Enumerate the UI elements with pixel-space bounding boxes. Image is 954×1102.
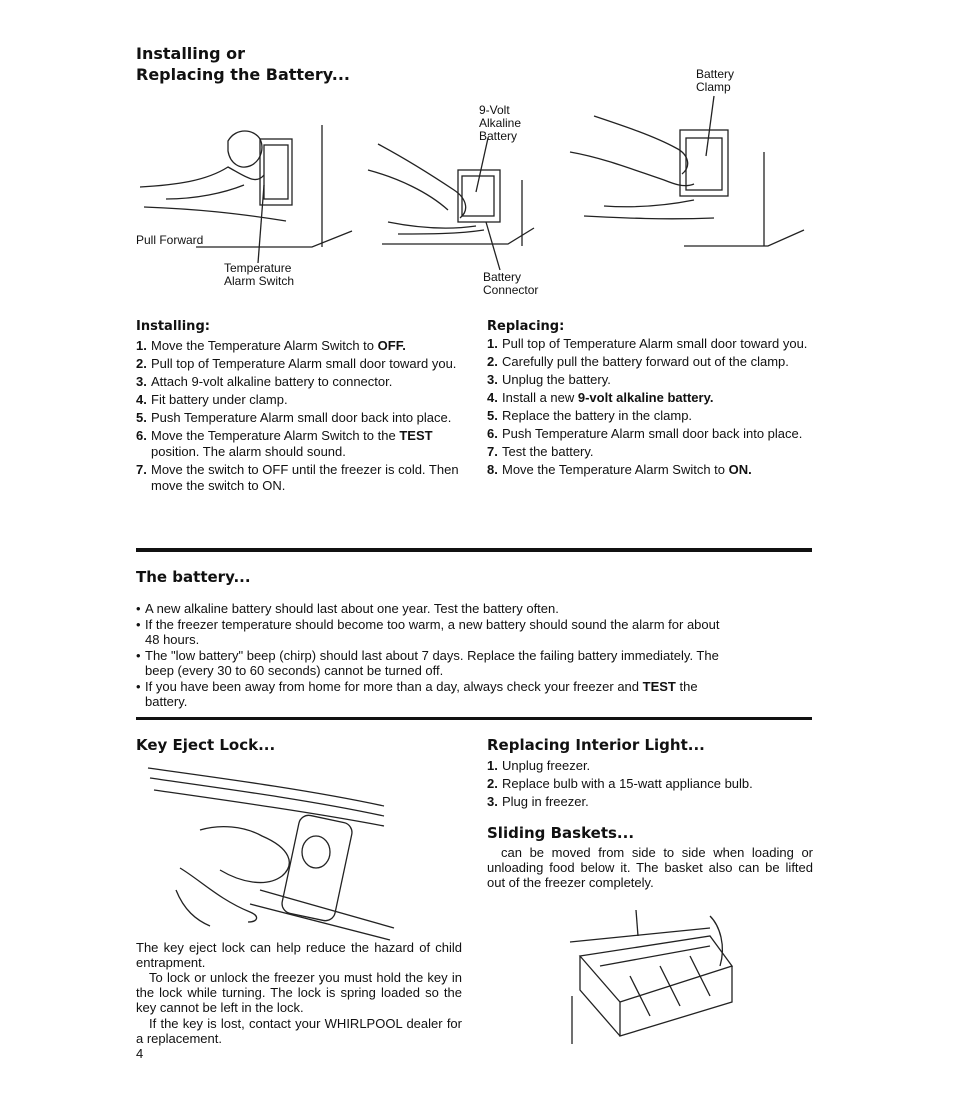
list-item [136, 679, 736, 710]
step-emphasis: OFF. [377, 338, 406, 353]
label-temperature-alarm-switch [224, 262, 294, 288]
heading-line-2: Replacing the Battery... [136, 65, 350, 84]
bullet-emphasis: TEST [642, 678, 676, 694]
step-text: Install a new [502, 390, 578, 405]
label-clamp-line-2: Clamp [696, 80, 731, 94]
label-battery-clamp [696, 68, 734, 94]
step-emphasis: ON. [728, 462, 752, 477]
key-eject-text-3: If the key is lost, contact your WHIRLPOOL dealer for a replacement. [136, 1016, 462, 1046]
list-item [136, 617, 736, 648]
list-item [487, 354, 815, 370]
list-item [136, 428, 462, 460]
list-item [487, 758, 817, 774]
list-item [487, 444, 815, 460]
label-connector-line-1: Battery [483, 270, 522, 284]
list-item [487, 776, 817, 792]
figure-attach-battery-illustration [358, 130, 538, 270]
list-item [136, 601, 736, 617]
bullet-text: If the freezer temperature should become too warm, a new battery should sound the alarm for about 48 hours. [145, 616, 720, 647]
label-temperature-line-1: Temperature [224, 261, 292, 275]
step-text: Carefully pull the battery forward out of the clamp. [502, 354, 789, 369]
step-text: Move the switch to OFF until the freezer is cold. Then move the switch to ON. [151, 462, 459, 493]
key-eject-text-2: To lock or unlock the freezer you must hold the key in the lock while turning. The lock is spring loaded so the key cannot be left in the lock. [136, 970, 462, 1015]
figure-sliding-basket-illustration [560, 906, 740, 1046]
list-item [487, 462, 815, 478]
label-clamp-line-1: Battery [696, 67, 735, 81]
step-emphasis: 9-volt alkaline battery. [577, 390, 714, 405]
step-text: Move the Temperature Alarm Switch to the [151, 428, 400, 443]
bullet-text: If you have been away from home for more than a day, always check your freezer and [145, 678, 643, 694]
step-number: 3. [136, 374, 147, 389]
list-item [136, 462, 462, 494]
step-number: 4. [136, 392, 147, 407]
list-item [136, 392, 462, 408]
step-number: 2. [136, 356, 147, 371]
replacing-steps-list [487, 336, 815, 480]
step-number: 5. [136, 410, 147, 425]
step-text: Pull top of Temperature Alarm small door toward you. [151, 356, 457, 371]
step-number: 7. [487, 444, 498, 459]
key-eject-heading: Key Eject Lock... [136, 736, 276, 754]
section-heading-installing-battery [136, 43, 350, 85]
step-number: 5. [487, 408, 498, 423]
sliding-baskets-text: can be moved from side to side when loading or unloading food below it. The basket also can be lifted out of the freezer completely. [487, 845, 813, 890]
section-divider [136, 548, 812, 552]
list-item [136, 410, 462, 426]
step-text: Test the battery. [502, 444, 594, 459]
step-text: Replace bulb with a 15-watt appliance bulb. [502, 776, 753, 791]
step-text: Unplug the battery. [502, 372, 611, 387]
step-number: 3. [487, 794, 498, 809]
interior-light-steps-list [487, 758, 817, 812]
step-number: 3. [487, 372, 498, 387]
label-temperature-line-2: Alarm Switch [224, 274, 295, 288]
step-number: 1. [487, 336, 498, 351]
step-text: Attach 9-volt alkaline battery to connector. [151, 374, 393, 389]
list-item [487, 794, 817, 810]
step-text: Fit battery under clamp. [151, 392, 288, 407]
battery-notes-list [136, 601, 736, 710]
list-item [487, 372, 815, 388]
installing-steps-list [136, 338, 462, 496]
step-text: Push Temperature Alarm small door back into place. [151, 410, 452, 425]
step-number: 2. [487, 354, 498, 369]
step-number: 2. [487, 776, 498, 791]
heading-line-1: Installing or [136, 44, 246, 63]
step-number: 1. [136, 338, 147, 353]
label-9-volt-battery [479, 104, 521, 143]
key-eject-text-1: The key eject lock can help reduce the hazard of child entrapment. [136, 940, 462, 970]
step-text: Pull top of Temperature Alarm small door toward you. [502, 336, 808, 351]
step-text: Unplug freezer. [502, 758, 591, 773]
step-text: Move the Temperature Alarm Switch to [151, 338, 378, 353]
bullet-text-after: the battery. [145, 678, 698, 709]
step-text: Move the Temperature Alarm Switch to [502, 462, 729, 477]
list-item [487, 336, 815, 352]
step-number: 7. [136, 462, 147, 477]
figure-battery-clamp-illustration [564, 96, 808, 266]
label-connector-line-2: Connector [483, 283, 539, 297]
installing-heading: Installing: [136, 319, 210, 334]
step-text: Push Temperature Alarm small door back into place. [502, 426, 803, 441]
label-battery-line-2: Alkaline [479, 116, 522, 130]
step-text: Plug in freezer. [502, 794, 589, 809]
step-number: 1. [487, 758, 498, 773]
section-divider [136, 717, 812, 720]
step-text-after: position. The alarm should sound. [151, 444, 346, 459]
step-text: Replace the battery in the clamp. [502, 408, 693, 423]
bullet-text: The "low battery" beep (chirp) should last about 7 days. Replace the failing battery immediately. The beep (every 30 to 60 seconds) cannot be turned off. [145, 647, 719, 678]
sliding-baskets-heading: Sliding Baskets... [487, 824, 635, 842]
label-battery-line-1: 9-Volt [479, 103, 510, 117]
replacing-heading: Replacing: [487, 319, 565, 334]
list-item [136, 374, 462, 390]
list-item [136, 338, 462, 354]
battery-section-heading: The battery... [136, 568, 251, 586]
label-battery-line-3: Battery [479, 129, 518, 143]
step-number: 8. [487, 462, 498, 477]
step-number: 6. [487, 426, 498, 441]
list-item [487, 390, 815, 406]
bullet-text: A new alkaline battery should last about one year. Test the battery often. [145, 601, 559, 616]
label-pull-forward: Pull Forward [136, 233, 204, 247]
list-item [487, 426, 815, 442]
list-item [136, 648, 736, 679]
figure-key-eject-lock-illustration [140, 760, 410, 930]
label-battery-connector [483, 271, 538, 297]
step-emphasis: TEST [399, 428, 433, 443]
page-number: 4 [136, 1046, 144, 1061]
list-item [136, 356, 462, 372]
step-number: 4. [487, 390, 498, 405]
step-number: 6. [136, 428, 147, 443]
interior-light-heading: Replacing Interior Light... [487, 736, 705, 754]
list-item [487, 408, 815, 424]
